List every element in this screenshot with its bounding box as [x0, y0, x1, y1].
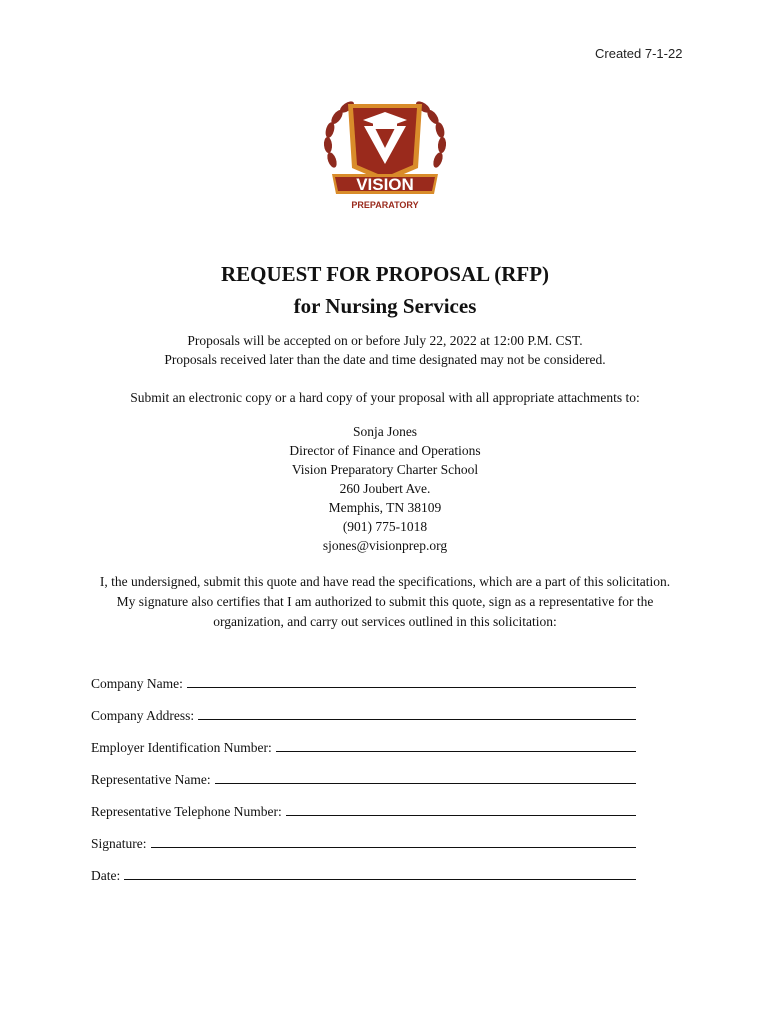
representative-telephone-field[interactable] — [91, 788, 636, 820]
document-title — [0, 258, 770, 322]
contact-name: Sonja Jones — [352, 424, 418, 439]
company-address-field[interactable] — [91, 692, 636, 724]
fill-in-line[interactable] — [124, 865, 636, 880]
vision-preparatory-logo — [318, 90, 452, 212]
date-field[interactable] — [91, 852, 636, 884]
field-label: Representative Telephone Number: — [91, 804, 282, 819]
signature-field[interactable] — [91, 820, 636, 852]
contact-title: Director of Finance and Operations — [289, 443, 481, 458]
form-fields — [91, 660, 636, 884]
field-label: Signature: — [91, 836, 147, 851]
field-label: Company Address: — [91, 708, 195, 723]
fill-in-line[interactable] — [198, 705, 636, 720]
title-line-1: REQUEST FOR PROPOSAL (RFP) — [220, 262, 550, 286]
certification-line-1: I, the undersigned, submit this quote and have read the specifications, which are a part of this solicitation. — [99, 574, 671, 589]
contact-street: 260 Joubert Ave. — [339, 481, 431, 496]
contact-organization: Vision Preparatory Charter School — [291, 462, 479, 477]
deadline-notice — [0, 331, 770, 369]
field-label: Representative Name: — [91, 772, 211, 787]
employer-identification-number-field[interactable] — [91, 724, 636, 756]
submit-instruction: Submit an electronic copy or a hard copy of your proposal with all appropriate attachments to: — [130, 390, 640, 405]
deadline-line-1: Proposals will be accepted on or before July 22, 2022 at 12:00 P.M. CST. — [187, 333, 583, 348]
contact-phone: (901) 775-1018 — [342, 519, 428, 534]
certification-statement — [60, 572, 710, 632]
company-name-field[interactable] — [91, 660, 636, 692]
field-label: Employer Identification Number: — [91, 740, 272, 755]
fill-in-line[interactable] — [286, 801, 636, 816]
logo-word-preparatory: PREPARATORY — [351, 200, 419, 210]
contact-block — [0, 422, 770, 555]
fill-in-line[interactable] — [151, 833, 637, 848]
certification-line-2: My signature also certifies that I am authorized to submit this quote, sign as a representative for the — [116, 594, 654, 609]
fill-in-line[interactable] — [276, 737, 636, 752]
field-label: Company Name: — [91, 676, 183, 691]
field-label: Date: — [91, 868, 121, 883]
contact-city-state-zip: Memphis, TN 38109 — [328, 500, 442, 515]
created-date-note: Created 7-1-22 — [595, 46, 683, 61]
title-line-2: for Nursing Services — [293, 294, 477, 318]
certification-line-3: organization, and carry out services outlined in this solicitation: — [213, 614, 557, 629]
contact-email[interactable]: sjones@visionprep.org — [322, 538, 448, 553]
fill-in-line[interactable] — [187, 673, 636, 688]
deadline-line-2: Proposals received later than the date and time designated may not be considered. — [164, 352, 606, 367]
representative-name-field[interactable] — [91, 756, 636, 788]
logo-word-vision: VISION — [356, 175, 414, 194]
fill-in-line[interactable] — [215, 769, 636, 784]
